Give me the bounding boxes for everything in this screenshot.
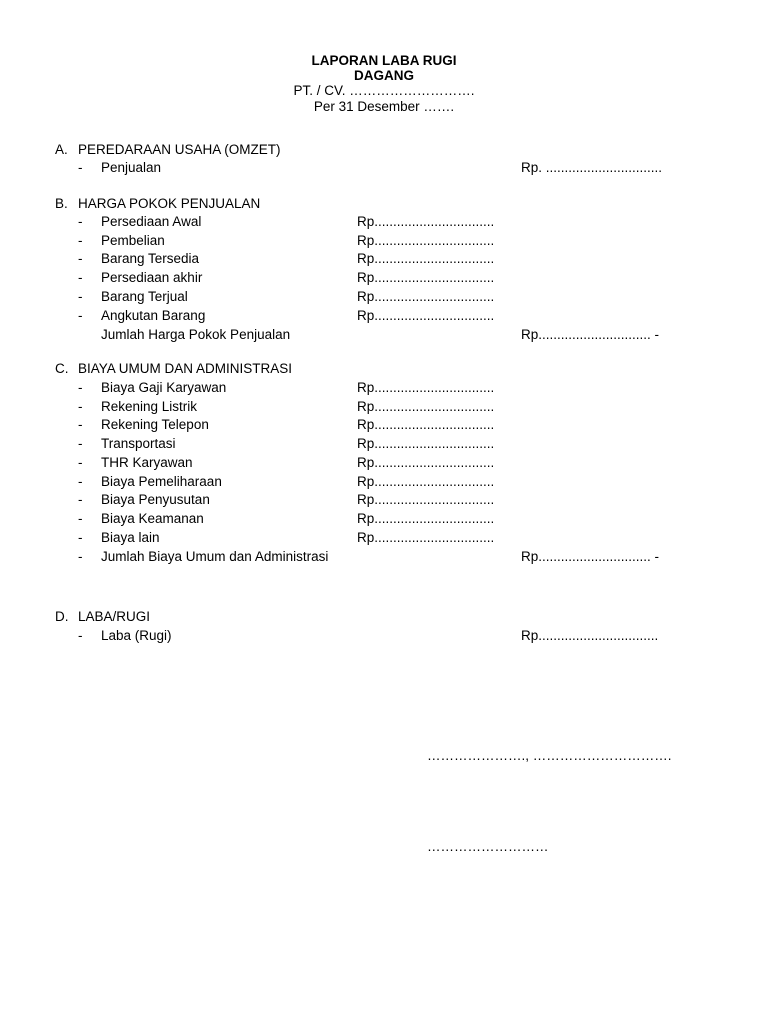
bullet-dash: -	[78, 549, 83, 564]
item-label: Rekening Listrik	[101, 399, 198, 414]
line-item	[0, 627, 768, 645]
total-label: Jumlah Biaya Umum dan Administrasi	[101, 549, 329, 564]
amount-blank: Rp................................	[357, 251, 495, 266]
bullet-dash: -	[78, 289, 83, 304]
item-label: Biaya Pemeliharaan	[101, 474, 222, 489]
section-total	[0, 326, 768, 344]
item-label: Barang Terjual	[101, 289, 188, 304]
item-label: Persediaan Awal	[101, 214, 202, 229]
amount-blank: Rp................................	[357, 308, 495, 323]
bullet-dash: -	[78, 270, 83, 285]
bullet-dash: -	[78, 492, 83, 507]
item-label: Transportasi	[101, 436, 176, 451]
item-label: Biaya lain	[101, 530, 160, 545]
line-item	[0, 269, 768, 287]
line-item	[0, 454, 768, 472]
bullet-dash: -	[78, 308, 83, 323]
section-d-heading	[0, 608, 768, 626]
bullet-dash: -	[78, 160, 83, 175]
amount-blank: Rp................................	[357, 417, 495, 432]
signature-name: ………………………	[427, 839, 549, 854]
section-letter: B.	[55, 196, 68, 211]
report-title: LAPORAN LABA RUGI	[311, 53, 457, 68]
amount-blank: Rp. ...............................	[521, 160, 663, 175]
line-item	[0, 379, 768, 397]
section-a-heading	[0, 141, 768, 159]
line-item	[0, 213, 768, 231]
amount-blank: Rp................................	[357, 455, 495, 470]
item-label: Laba (Rugi)	[101, 628, 172, 643]
line-item	[0, 435, 768, 453]
line-item	[0, 510, 768, 528]
item-label: Rekening Telepon	[101, 417, 209, 432]
line-item	[0, 159, 768, 177]
line-item	[0, 398, 768, 416]
bullet-dash: -	[78, 251, 83, 266]
item-label: Biaya Gaji Karyawan	[101, 380, 227, 395]
bullet-dash: -	[78, 474, 83, 489]
amount-blank: Rp................................	[357, 474, 495, 489]
bullet-dash: -	[78, 530, 83, 545]
line-item	[0, 250, 768, 268]
total-label: Jumlah Harga Pokok Penjualan	[101, 327, 291, 342]
amount-blank: Rp................................	[357, 289, 495, 304]
bullet-dash: -	[78, 417, 83, 432]
item-label: Biaya Keamanan	[101, 511, 204, 526]
amount-blank: Rp................................	[357, 399, 495, 414]
bullet-dash: -	[78, 214, 83, 229]
line-item	[0, 307, 768, 325]
bullet-dash: -	[78, 628, 83, 643]
item-label: THR Karyawan	[101, 455, 193, 470]
company-name: PT. / CV. ……………………….	[293, 83, 475, 98]
amount-blank: Rp................................	[357, 233, 495, 248]
section-b-heading	[0, 195, 768, 213]
amount-blank: Rp................................	[357, 270, 495, 285]
amount-blank: Rp................................	[357, 436, 495, 451]
line-item	[0, 416, 768, 434]
bullet-dash: -	[78, 399, 83, 414]
line-item	[0, 288, 768, 306]
section-letter: A.	[55, 142, 68, 157]
item-label: Pembelian	[101, 233, 165, 248]
amount-blank: Rp................................	[357, 380, 495, 395]
section-title: HARGA POKOK PENJUALAN	[78, 196, 261, 211]
section-letter: D.	[55, 609, 69, 624]
section-title: PEREDARAAN USAHA (OMZET)	[78, 142, 281, 157]
item-label: Angkutan Barang	[101, 308, 206, 323]
bullet-dash: -	[78, 436, 83, 451]
amount-blank: Rp................................	[357, 214, 495, 229]
total-blank: Rp.............................. -	[521, 327, 660, 342]
bullet-dash: -	[78, 233, 83, 248]
report-subtitle: DAGANG	[354, 68, 414, 83]
section-title: LABA/RUGI	[78, 609, 151, 624]
total-blank: Rp.............................. -	[521, 549, 660, 564]
amount-blank: Rp................................	[357, 530, 495, 545]
line-item	[0, 473, 768, 491]
section-letter: C.	[55, 361, 69, 376]
amount-blank: Rp................................	[521, 628, 659, 643]
item-label: Biaya Penyusutan	[101, 492, 210, 507]
signature-place-date: …………………., ………………………….	[427, 748, 672, 763]
line-item	[0, 529, 768, 547]
item-label: Barang Tersedia	[101, 251, 200, 266]
bullet-dash: -	[78, 511, 83, 526]
section-c-heading	[0, 360, 768, 378]
item-label: Persediaan akhir	[101, 270, 203, 285]
report-period: Per 31 Desember …….	[313, 99, 455, 114]
section-total	[0, 548, 768, 566]
amount-blank: Rp................................	[357, 492, 495, 507]
line-item	[0, 232, 768, 250]
bullet-dash: -	[78, 455, 83, 470]
section-title: BIAYA UMUM DAN ADMINISTRASI	[78, 361, 293, 376]
item-label: Penjualan	[101, 160, 162, 175]
line-item	[0, 491, 768, 509]
bullet-dash: -	[78, 380, 83, 395]
amount-blank: Rp................................	[357, 511, 495, 526]
